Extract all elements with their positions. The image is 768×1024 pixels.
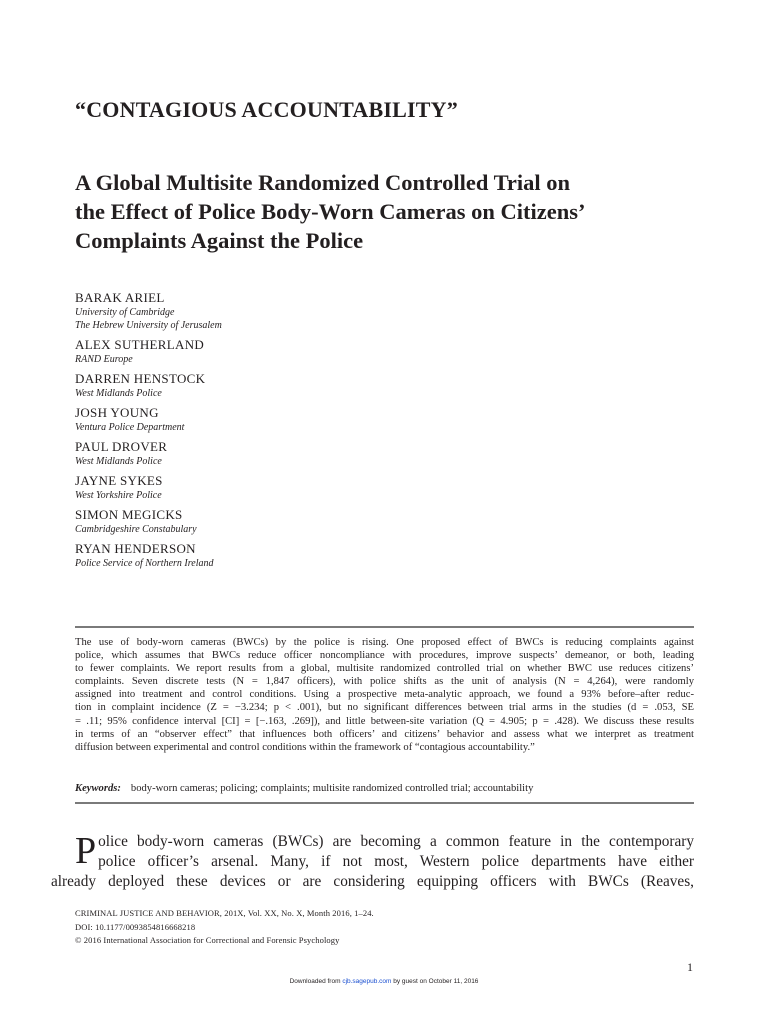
author-affiliation: University of Cambridge <box>75 307 175 318</box>
keywords <box>75 783 694 794</box>
title-line: Complaints Against the Police <box>75 228 364 253</box>
abstract-top-rule <box>75 626 694 628</box>
drop-cap: P <box>75 830 97 872</box>
abstract-line: = .11; 95% confidence interval [CI] = [−.163, .269]), and little between-site variation (Q = 4.905; p = .428). We discuss these results <box>75 715 694 727</box>
body-line: already deployed these devices or are considering equipping officers with BWCs (Reaves, <box>51 873 694 890</box>
author-name: RYAN HENDERSON <box>75 541 196 556</box>
author-block <box>75 541 475 570</box>
author-block <box>75 290 475 332</box>
author-name: JOSH YOUNG <box>75 405 159 420</box>
abstract-line: The use of body-worn cameras (BWCs) by the police is rising. One proposed effect of BWCs is reducing complaints against <box>75 637 694 648</box>
author-name: PAUL DROVER <box>75 439 168 454</box>
author-block <box>75 473 475 502</box>
body-paragraph <box>51 830 694 892</box>
abstract-line: to fewer complaints. We report results from a global, multisite randomized controlled trial on whether BWC use reduces citizens’ <box>75 663 694 675</box>
doi: DOI: 10.1177/0093854816668218 <box>75 921 196 932</box>
keywords-label: Keywords: <box>75 783 121 794</box>
journal-citation: CRIMINAL JUSTICE AND BEHAVIOR, 201X, Vol. XX, No. X, Month 2016, 1–24. <box>75 908 374 918</box>
abstract-line: assigned into treatment and control conditions. Using a prospective meta-analytic approach, we found a 93% before–after reduc- <box>75 689 694 701</box>
abstract-line: police, which assumes that BWCs reduce officer noncompliance with procedures, improve suspects’ demeanor, or both, leading <box>75 650 694 662</box>
article-title <box>75 168 715 255</box>
author-block <box>75 405 475 434</box>
author-affiliation: Ventura Police Department <box>75 422 185 433</box>
author-affiliation: RAND Europe <box>75 354 133 365</box>
keywords-text: body-worn cameras; policing; complaints; multisite randomized controlled trial; accountability <box>130 783 534 794</box>
author-affiliation: Police Service of Northern Ireland <box>75 558 214 569</box>
title-line: the Effect of Police Body-Worn Cameras on Citizens’ <box>75 199 586 224</box>
abstract-line: diffusion between experimental and control conditions within the framework of “contagious accountability.” <box>75 741 535 753</box>
publication-info <box>75 907 575 948</box>
body-line: olice body-worn cameras (BWCs) are becoming a common feature in the contemporary <box>98 833 694 850</box>
author-block <box>75 507 475 536</box>
author-affiliation: West Yorkshire Police <box>75 490 162 501</box>
author-affiliation: West Midlands Police <box>75 456 162 467</box>
author-name: DARREN HENSTOCK <box>75 371 206 386</box>
abstract-bottom-rule <box>75 802 694 804</box>
author-affiliation: Cambridgeshire Constabulary <box>75 524 197 535</box>
download-link[interactable]: cjb.sagepub.com <box>342 978 392 985</box>
author-block <box>75 439 475 468</box>
author-block <box>75 337 475 366</box>
body-line: police officer’s arsenal. Many, if not most, Western police departments have either <box>98 853 694 870</box>
author-list <box>75 290 475 570</box>
abstract-line: complaints. Seven discrete tests (N = 1,847 officers), with police shifts as the unit of analysis (N = 4,264), were randomly <box>75 676 694 688</box>
author-name: SIMON MEGICKS <box>75 507 183 522</box>
author-name: BARAK ARIEL <box>75 290 165 305</box>
author-name: ALEX SUTHERLAND <box>75 337 205 352</box>
author-block <box>75 371 475 400</box>
author-affiliation: West Midlands Police <box>75 388 162 399</box>
pre-title: “CONTAGIOUS ACCOUNTABILITY” <box>75 97 458 122</box>
download-notice <box>0 978 768 985</box>
title-line: A Global Multisite Randomized Controlled Trial on <box>75 170 571 195</box>
abstract-line: tion in complaint incidence (Z = −3.234; p < .001), but no significant differences between trial arms in the studies (d = .053, SE <box>75 702 694 714</box>
page-number: 1 <box>687 960 693 974</box>
abstract <box>75 636 694 754</box>
copyright: © 2016 International Association for Correctional and Forensic Psychology <box>75 935 340 945</box>
author-affiliation: The Hebrew University of Jerusalem <box>75 320 222 331</box>
download-prefix: Downloaded from <box>289 978 343 985</box>
author-name: JAYNE SYKES <box>75 473 163 488</box>
download-suffix: by guest on October 11, 2016 <box>391 978 479 985</box>
abstract-line: in terms of an “observer effect” that influences both officers’ and citizens’ behavior and assess what we interpret as treatment <box>75 728 694 740</box>
